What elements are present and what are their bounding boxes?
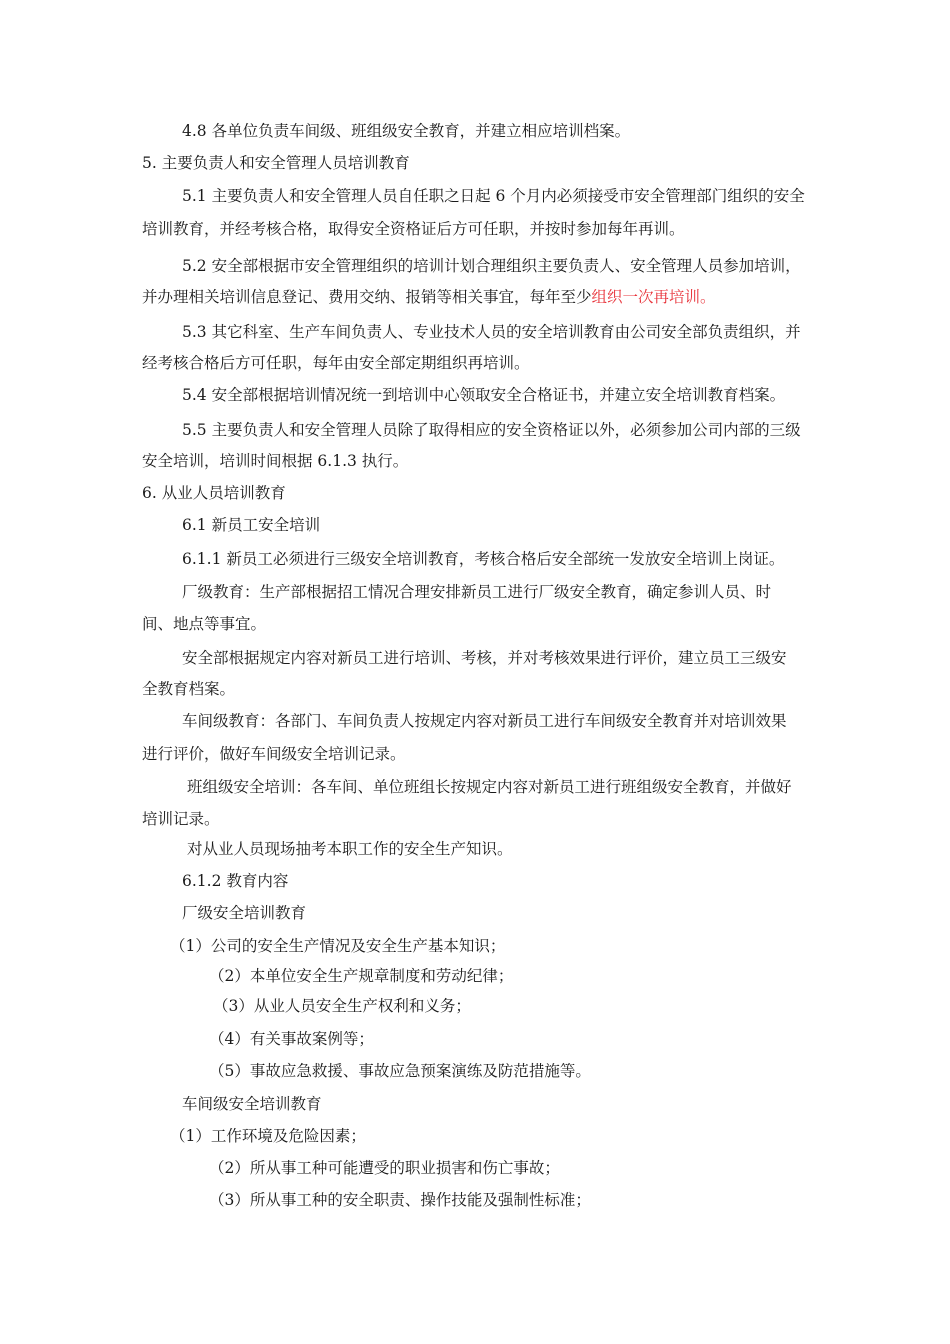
- text-line: 5.3 其它科室、生产车间负责人、专业技术人员的安全培训教育由公司安全部负责组织，并: [182, 323, 801, 341]
- text-line: 安全部根据规定内容对新员工进行培训、考核，并对考核效果进行评价，建立员工三级安: [182, 649, 787, 667]
- text-line: 培训记录。: [142, 810, 220, 828]
- list-item: （3）所从事工种的安全职责、操作技能及强制性标准；: [209, 1191, 591, 1209]
- text-line: 5.5 主要负责人和安全管理人员除了取得相应的安全资格证以外，必须参加公司内部的三级: [182, 421, 801, 439]
- text-line: 5.4 安全部根据培训情况统一到培训中心领取安全合格证书，并建立安全培训教育档案。: [182, 386, 786, 404]
- list-heading: 车间级安全培训教育: [182, 1095, 322, 1113]
- subsection-heading: 6.1.2 教育内容: [182, 872, 289, 890]
- text-line: 5.2 安全部根据市安全管理组织的培训计划合理组织主要负责人、安全管理人员参加培训，: [182, 257, 801, 275]
- list-item: （2）所从事工种可能遭受的职业损害和伤亡事故；: [209, 1159, 560, 1177]
- text-line: [142, 287, 716, 307]
- text-line: 4.8 各单位负责车间级、班组级安全教育，并建立相应培训档案。: [182, 122, 631, 140]
- list-item: （1）工作环境及危险因素；: [170, 1127, 366, 1145]
- text-line: 对从业人员现场抽考本职工作的安全生产知识。: [187, 840, 513, 858]
- text-line: 经考核合格后方可任职，每年由安全部定期组织再培训。: [142, 354, 530, 372]
- text-line: 培训教育，并经考核合格，取得安全资格证后方可任职，并按时参加每年再训。: [142, 220, 685, 238]
- list-item: （4）有关事故案例等；: [209, 1030, 374, 1048]
- section-heading: 5. 主要负责人和安全管理人员培训教育: [142, 154, 410, 172]
- section-heading: 6. 从业人员培训教育: [142, 484, 286, 502]
- list-item: （2）本单位安全生产规章制度和劳动纪律；: [209, 967, 514, 985]
- list-heading: 厂级安全培训教育: [182, 904, 307, 922]
- highlighted-text: 组织一次再培训。: [591, 288, 716, 306]
- list-item: （5）事故应急救援、事故应急预案演练及防范措施等。: [209, 1062, 591, 1080]
- text-line: 安全培训，培训时间根据 6.1.3 执行。: [142, 452, 409, 470]
- text-line: 厂级教育：生产部根据招工情况合理安排新员工进行厂级安全教育，确定参训人员、时: [182, 583, 772, 601]
- text-line: 6.1.1 新员工必须进行三级安全培训教育，考核合格后安全部统一发放安全培训上岗证。: [182, 550, 785, 568]
- text-line: 全教育档案。: [142, 680, 236, 698]
- text-line: 车间级教育：各部门、车间负责人按规定内容对新员工进行车间级安全教育并对培训效果: [182, 712, 787, 730]
- text-line: 进行评价，做好车间级安全培训记录。: [142, 745, 406, 763]
- subsection-heading: 6.1 新员工安全培训: [182, 516, 321, 534]
- list-item: （1）公司的安全生产情况及安全生产基本知识；: [170, 937, 506, 955]
- list-item: （3）从业人员安全生产权利和义务；: [213, 997, 471, 1015]
- text-line: 班组级安全培训：各车间、单位班组长按规定内容对新员工进行班组级安全教育，并做好: [187, 778, 792, 796]
- text-segment: 并办理相关培训信息登记、费用交纳、报销等相关事宜，每年至少: [142, 288, 592, 306]
- text-line: 间、地点等事宜。: [142, 615, 267, 633]
- text-line: 5.1 主要负责人和安全管理人员自任职之日起 6 个月内必须接受市安全管理部门组织的安全: [182, 187, 805, 205]
